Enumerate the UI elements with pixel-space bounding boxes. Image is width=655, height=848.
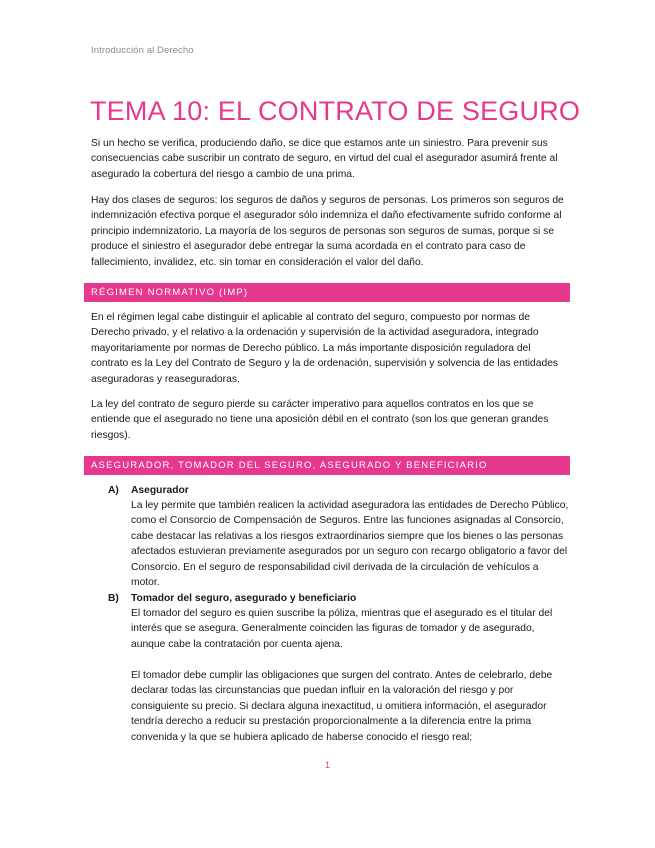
list-item-body-tomador-2: El tomador debe cumplir las obligaciones que surgen del contrato. Antes de celebrarlo, debe declarar todas las circunstancias que puedan influir en la valoración del riesgo y por consiguiente su precio. Si declara alguna inexactitud, u omitiera información, el asegurador tendría derecho a reducir su prestación proporcionalmente a la diferencia entre la prima convenida y la que se hubiera aplicado de haberse conocido el riesgo real;	[131, 670, 553, 743]
list-marker-b: B)	[108, 593, 119, 604]
list-item-title-tomador: Tomador del seguro, asegurado y beneficiario	[131, 593, 357, 604]
section1-paragraph-2: La ley del contrato de seguro pierde su carácter imperativo para aquellos contratos en los que se entiende que el asegurado no tiene una aposición débil en el contrato (son los que generan grandes riesgos).	[91, 399, 549, 441]
page-number: 1	[324, 760, 330, 770]
intro-paragraph-2: Hay dos clases de seguros: los seguros de daños y seguros de personas. Los primeros son seguros de indemnización efectiva porque el asegurador sólo indemniza el daño efectivamente sufrido conforme al principio indemnizatorio. La mayoría de los seguros de personas son seguros de sumas, porque si se produce el siniestro el asegurador debe entregar la suma acordada en el contrato para caso de fallecimiento, invalidez, etc. sin tomar en consideración el valor del daño.	[91, 195, 564, 268]
list-item-body-asegurador: La ley permite que también realicen la actividad aseguradora las entidades de Derecho Público, como el Consorcio de Compensación de Seguros. Entre las funciones asignadas al Consorcio, cabe destacar las relativas a los riesgos extraordinarios siempre que los bienes o las personas afectados estuvieran previamente asegurados por un seguro con recargo obligatorio a favor del Consorcio. En el seguro de responsabilidad civil derivada de la circulación de vehículos a motor.	[131, 500, 569, 589]
list-item-body-tomador-1: El tomador del seguro es quien suscribe la póliza, mientras que el asegurado es el titular del interés que se asegura. Generalmente coinciden las figuras de tomador y de asegurado, aunque cabe la contratación por cuenta ajena.	[131, 608, 553, 650]
list-item-title-asegurador: Asegurador	[131, 485, 189, 496]
section1-paragraph-1: En el régimen legal cabe distinguir el aplicable al contrato del seguro, compuesto por normas de Derecho privado, y el relativo a la ordenación y supervisión de la actividad aseguradora, integrado mayoritariamente por normas de Derecho público. La más importante disposición reguladora del contrato es la Ley del Contrato de Seguro y la de ordenación, supervisión y solvencia de las entidades aseguradoras y reaseguradoras.	[91, 312, 559, 385]
document-title: TEMA 10: EL CONTRATO DE SEGURO	[90, 96, 581, 126]
section-heading-asegurador: ASEGURADOR, TOMADOR DEL SEGURO, ASEGURADO Y BENEFICIARIO	[84, 456, 570, 475]
intro-paragraph-1: Si un hecho se verifica, produciendo daño, se dice que estamos ante un siniestro. Para prevenir sus consecuencias cabe suscribir un contrato de seguro, en virtud del cual el asegurador asumirá frente al asegurado la cobertura del riesgo a cambio de una prima.	[91, 138, 558, 180]
section-heading-regimen-normativo: RÉGIMEN NORMATIVO (IMP)	[84, 283, 570, 302]
running-header: Introducción al Derecho	[91, 45, 194, 56]
list-marker-a: A)	[108, 485, 119, 496]
